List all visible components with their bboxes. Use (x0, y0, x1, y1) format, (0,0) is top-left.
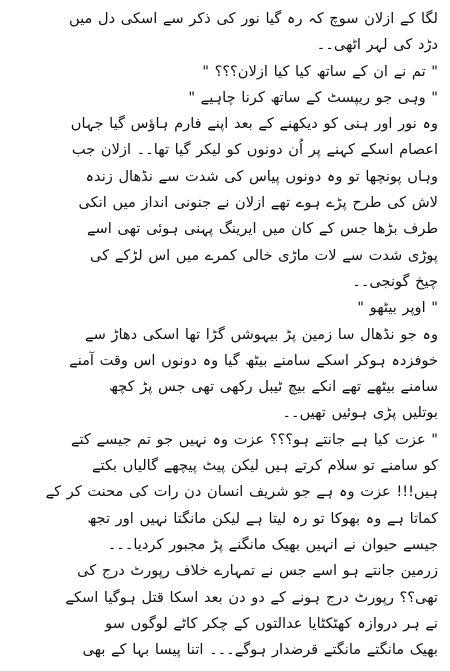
text-line: لاش کی طرح پڑے ہوے تھے ازلان نے جنونی انداز میں انکی (78, 194, 438, 212)
text-line: طرف بڑھا جس کے کان میں ایرینگ پہنی ہوئی تھی اسے (87, 220, 438, 238)
text-line: بھیک مانگتے مانگتے قرضدار ہوگے۔۔۔ اتنا پیسا بہا کے بھی (82, 641, 438, 659)
text-line: وہ جو نڈھال سا زمین پڑ بیہوشں گڑا تھا اسکی دھاڑ سے (85, 325, 438, 343)
text-line: چیخ گونجی۔۔ (352, 272, 438, 290)
text-line: جیسے حیوان نے انہیں بھیک مانگنے پڑ مجبور کردیا۔۔۔ (107, 535, 438, 553)
text-line: کماتا ہے وہ بھوکا تو رہ لیتا ہے لیکن مانگتا نہیں اور تجھ (87, 509, 438, 527)
text-line: تھی؟؟ رپورٹ درج ہونے کے دو دن بعد اسکا قتل ہوگیا اسکے (65, 588, 438, 606)
text-line: نے ہر دروازہ کھٹکٹایا عدالتوں کے چکر کاٹے لوگوں سو (105, 614, 438, 632)
text-line: سامنے بیٹھے تھے انکے بیچ ٹیبل رکھی تھی جس پڑ کچھ (108, 378, 438, 396)
text-line: پوڑی شدت سے لات ماڑی خالی کمرے میں اس لڑکے کی (89, 246, 438, 264)
text-line: " عزت کیا ہے جانتے ہو؟؟؟ عزت وہ نہیں جو تم جیسے کتے (70, 430, 438, 448)
text-line: دڑد کی لہر اٹھی۔۔ (316, 36, 438, 54)
urdu-text-body (10, 6, 438, 663)
text-line: وہاں پونچھا تو وہ دونوں پیاس کی شدت سے نڈھال زندہ (85, 167, 438, 185)
text-line: ہیں!!! عزت وہ ہے جو شریف انسان دن رات کی محنت کر کے (45, 483, 438, 501)
text-line: " وہی جو ریپسٹ کے ساتھ کرنا چاہیے " (188, 88, 438, 106)
text-line: وہ نور اور ہنی کو دیکھنے کے بعد اپنے فارم ہاؤس گیا جہاں (70, 115, 438, 133)
text-line: بوتلیں پڑی ہوئیں تھیں۔۔ (282, 404, 438, 422)
text-line: لگا کے ازلان سوچ کہ رہ گیا نور کی ذکر سے اسکی دل میں (69, 10, 438, 27)
text-line: خوفزدہ ہوکر اسکے سامنے بیٹھ گیا وہ دونوں اس وقت آمنے (69, 351, 438, 369)
text-line: اعصام اسکے کہنے پر اُن دونوں کو لیکر گیا تھا۔۔ ازلان جب (71, 141, 438, 159)
text-line: " اوپر بیٹھو " (357, 299, 438, 317)
text-line: زرمین جانتے ہو اسے جس نے تمہارے خلاف رپورٹ درج کی (77, 562, 438, 580)
text-line: " تم نے ان کے ساتھ کیا کیا ازلان؟؟؟ " (202, 62, 438, 80)
text-line: کو سامنے تو سلام کرتے ہیں لیکن پیٹ پیچھے گالیاں بکتے (91, 457, 438, 475)
